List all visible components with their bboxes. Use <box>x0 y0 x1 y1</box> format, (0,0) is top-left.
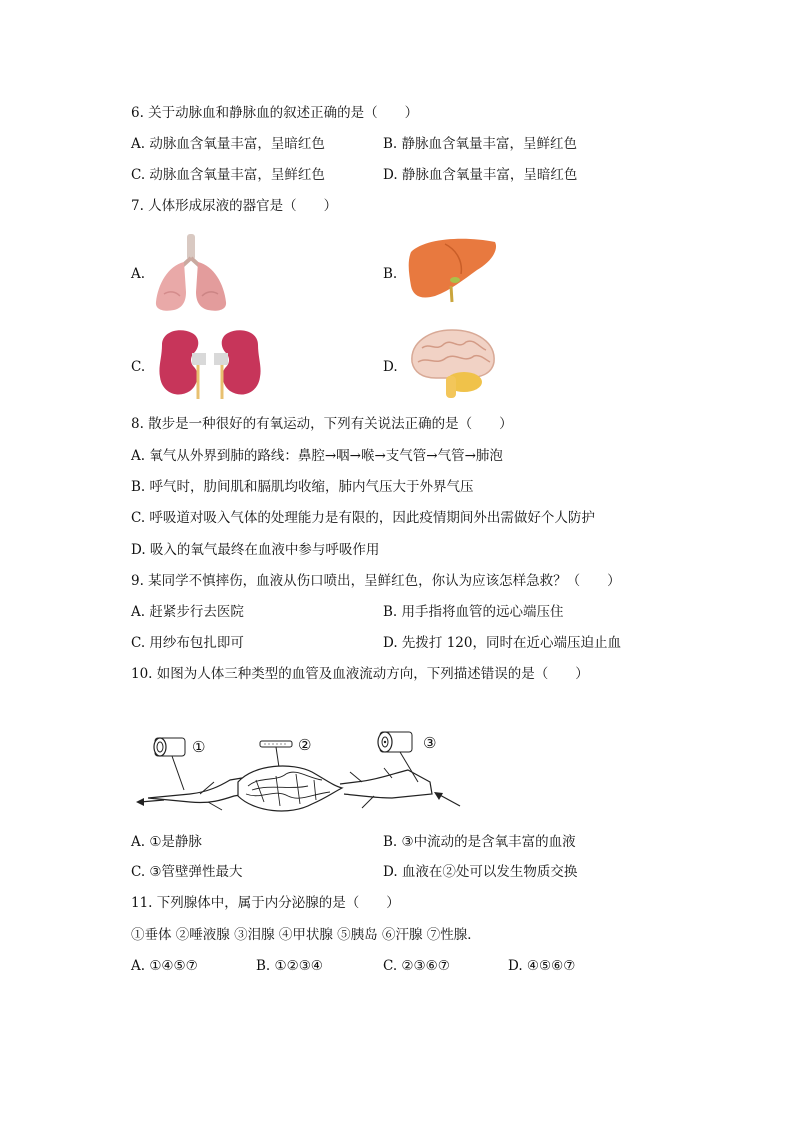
q6-option-c[interactable]: C. 动脉血含氧量丰富，呈鲜红色 <box>131 167 325 183</box>
q9-option-b[interactable]: B. 用手指将血管的远心端压住 <box>383 604 564 620</box>
blood-vessel-diagram <box>130 724 470 824</box>
q11-option-d[interactable]: D. ④⑤⑥⑦ <box>508 958 576 974</box>
lungs-image <box>150 232 232 314</box>
q8-option-a[interactable]: A. 氧气从外界到肺的路线：鼻腔→咽→喉→支气管→气管→肺泡 <box>131 448 503 464</box>
q9-option-c[interactable]: C. 用纱布包扎即可 <box>131 635 244 651</box>
q6-option-b[interactable]: B. 静脉血含氧量丰富，呈鲜红色 <box>383 136 578 152</box>
vessel-label-2: ② <box>298 736 312 754</box>
q6-stem: 6. 关于动脉血和静脉血的叙述正确的是（ ） <box>131 105 419 121</box>
q8-option-b[interactable]: B. 呼气时，肋间肌和膈肌均收缩，肺内气压大于外界气压 <box>131 479 474 495</box>
q10-stem: 10. 如图为人体三种类型的血管及血液流动方向，下列描述错误的是（ ） <box>131 666 589 682</box>
q8-option-c[interactable]: C. 呼吸道对吸入气体的处理能力是有限的，因此疫情期间外出需做好个人防护 <box>131 510 595 526</box>
kidneys-image <box>154 327 266 401</box>
q7-option-c[interactable]: C. <box>131 359 146 375</box>
q11-option-c[interactable]: C. ②③⑥⑦ <box>383 958 450 974</box>
q11-stem: 11. 下列腺体中，属于内分泌腺的是（ ） <box>131 895 400 911</box>
q7-option-b[interactable]: B. <box>383 266 398 282</box>
vessel-label-3: ③ <box>423 734 437 752</box>
q7-option-a[interactable]: A. <box>131 266 146 282</box>
q9-option-a[interactable]: A. 赶紧步行去医院 <box>131 604 244 620</box>
q11-option-a[interactable]: A. ①④⑤⑦ <box>131 958 198 974</box>
q9-stem: 9. 某同学不慎摔伤，血液从伤口喷出，呈鲜红色，你认为应该怎样急救？（ ） <box>131 573 621 589</box>
q11-gland-list: ①垂体 ②唾液腺 ③泪腺 ④甲状腺 ⑤胰岛 ⑥汗腺 ⑦性腺． <box>131 927 481 943</box>
q10-option-a[interactable]: A. ①是静脉 <box>131 834 202 850</box>
q9-option-d[interactable]: D. 先拨打 120，同时在近心端压迫止血 <box>383 635 621 651</box>
brain-image <box>406 326 500 402</box>
capillary-section-icon <box>260 741 292 747</box>
q8-stem: 8. 散步是一种很好的有氧运动，下列有关说法正确的是（ ） <box>131 416 513 432</box>
q7-stem: 7. 人体形成尿液的器官是（ ） <box>131 198 338 214</box>
artery-section-icon <box>154 738 185 756</box>
q6-option-a[interactable]: A. 动脉血含氧量丰富，呈暗红色 <box>131 136 325 152</box>
q10-option-d[interactable]: D. 血液在②处可以发生物质交换 <box>383 864 578 880</box>
q10-option-c[interactable]: C. ③管壁弹性最大 <box>131 864 243 880</box>
liver-image <box>405 234 500 310</box>
q10-option-b[interactable]: B. ③中流动的是含氧丰富的血液 <box>383 834 576 850</box>
q11-option-b[interactable]: B. ①②③④ <box>256 958 323 974</box>
q8-option-d[interactable]: D. 吸入的氧气最终在血液中参与呼吸作用 <box>131 542 380 558</box>
q7-option-d[interactable]: D. <box>383 359 398 375</box>
vessel-label-1: ① <box>192 738 206 756</box>
q6-option-d[interactable]: D. 静脉血含氧量丰富，呈暗红色 <box>383 167 578 183</box>
vein-section-icon <box>378 732 412 752</box>
